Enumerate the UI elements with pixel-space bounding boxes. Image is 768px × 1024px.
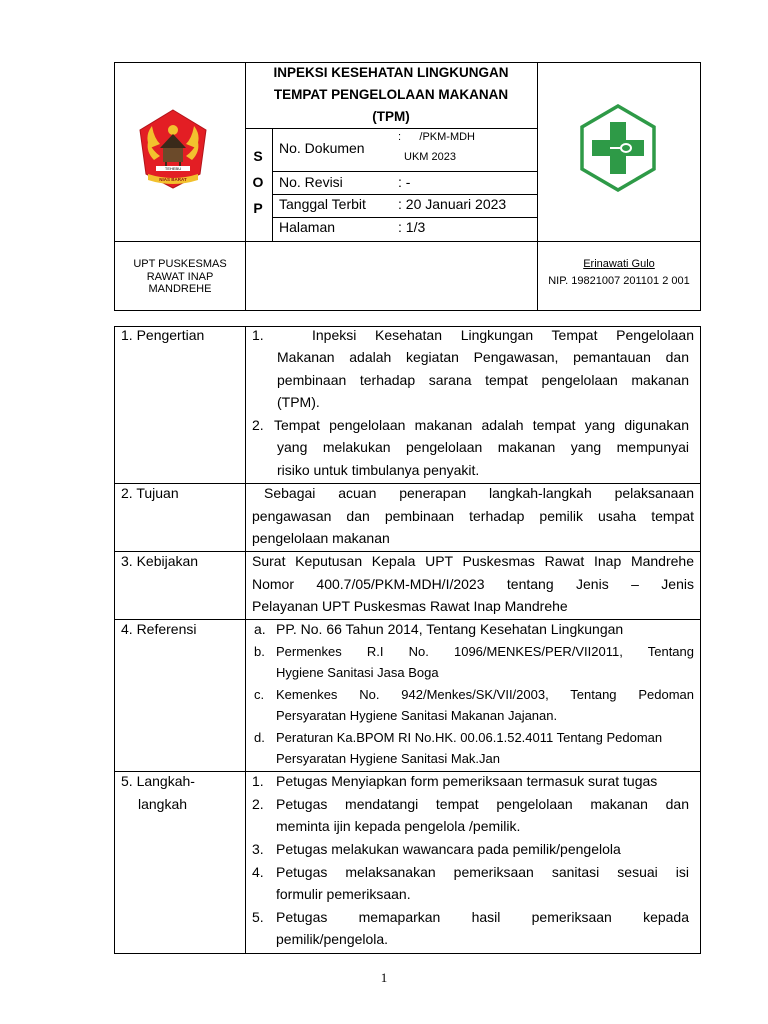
- pengertian-item2-number: 2.: [252, 417, 264, 433]
- label-referensi: 4. Referensi: [121, 621, 197, 637]
- title-line-2: TEMPAT PENGELOLAAN MAKANAN: [273, 87, 509, 102]
- langkah-4-number: 4.: [252, 864, 264, 880]
- referensi-a-text: PP. No. 66 Tahun 2014, Tentang Kesehatan Lingkungan: [276, 621, 624, 637]
- referensi-d-text: Peraturan Ka.BPOM RI No.HK. 00.06.1.52.4011 Tentang Pedoman: [276, 730, 663, 745]
- referensi-b-letter: b.: [254, 644, 265, 659]
- pengertian-item2-line3: risiko untuk timbulanya penyakit.: [277, 462, 480, 478]
- issue-date-value: : 20 Januari 2023: [398, 196, 507, 212]
- pengertian-item2-line2: yang melakukan pengelolaan makanan yang mempunyai: [277, 439, 689, 455]
- doc-number-label: No. Dokumen: [279, 140, 365, 156]
- referensi-a-letter: a.: [254, 621, 266, 637]
- langkah-3-number: 3.: [252, 841, 264, 857]
- referensi-c-text: Kemenkes No. 942/Menkes/SK/VII/2003, Tentang Pedoman: [276, 687, 694, 702]
- langkah-5-number: 5.: [252, 909, 264, 925]
- langkah-4-text-2: formulir pemeriksaan.: [276, 886, 411, 902]
- title-line-3: (TPM): [372, 109, 410, 124]
- title-line-1: INPEKSI KESEHATAN LINGKUNGAN: [273, 65, 509, 80]
- referensi-b-text-2: Hygiene Sanitasi Jasa Boga: [276, 665, 439, 680]
- health-cross-icon: [574, 104, 662, 192]
- page-label: Halaman: [279, 219, 336, 235]
- langkah-2-text: Petugas mendatangi tempat pengelolaan makanan dan: [276, 796, 689, 812]
- revision-value: : -: [398, 174, 411, 190]
- left-logo-text-2: NIAS BARAT: [159, 177, 187, 182]
- regency-emblem-icon: [134, 108, 212, 190]
- pengertian-item1-number: 1.: [252, 327, 264, 343]
- document-title: [246, 62, 536, 128]
- revision-label: No. Revisi: [279, 174, 343, 190]
- regency-logo: [134, 108, 212, 190]
- langkah-2-number: 2.: [252, 796, 264, 812]
- referensi-d-text-2: Persyaratan Hygiene Sanitasi Mak.Jan: [276, 751, 501, 766]
- page-number: 1: [380, 970, 388, 985]
- issue-date-label: Tanggal Terbit: [279, 196, 366, 212]
- tujuan-line-2: pengawasan dan pembinaan terhadap pemilik usaha tempat: [252, 508, 694, 524]
- pengertian-item1-line2: Makanan adalah kegiatan Pengawasan, pemantauan dan: [277, 349, 689, 365]
- unit-line-3: MANDREHE: [148, 283, 212, 295]
- label-kebijakan: 3. Kebijakan: [121, 553, 199, 569]
- referensi-c-letter: c.: [254, 687, 265, 702]
- tujuan-line-3: pengelolaan makanan: [252, 530, 390, 546]
- signatory-nip: NIP. 19821007 201101 2 001: [548, 275, 690, 287]
- referensi-d-letter: d.: [254, 730, 265, 745]
- referensi-c-text-2: Persyaratan Hygiene Sanitasi Makanan Jajanan.: [276, 708, 558, 723]
- pengertian-item2-first: Tempat pengelolaan makanan adalah tempat yang digunakan: [274, 417, 689, 433]
- doc-number-year: UKM 2023: [404, 151, 456, 163]
- langkah-3-text: Petugas melakukan wawancara pada pemilik/pengelola: [276, 841, 621, 857]
- langkah-1-text: Petugas Menyiapkan form pemeriksaan termasuk surat tugas: [276, 773, 658, 789]
- label-pengertian: 1. Pengertian: [121, 327, 205, 343]
- pengertian-item1-line4: (TPM).: [277, 394, 320, 410]
- kebijakan-line-2: Nomor 400.7/05/PKM-MDH/I/2023 tentang Jenis – Jenis: [252, 576, 694, 592]
- tujuan-line-1: Sebagai acuan penerapan langkah-langkah pelaksanaan: [264, 485, 694, 501]
- label-langkah: 5. Langkah-: [121, 773, 195, 789]
- signatory-name: Erinawati Gulo: [583, 258, 655, 270]
- left-logo-text-1: TEHEBU: [164, 166, 182, 171]
- unit-line-2: RAWAT INAP: [146, 270, 214, 283]
- sop-letter-o: O: [252, 174, 264, 190]
- langkah-1-number: 1.: [252, 773, 264, 789]
- puskesmas-logo: [574, 104, 662, 192]
- pengertian-item1-first: Inpeksi Kesehatan Lingkungan Tempat Pengelolaan: [312, 327, 694, 343]
- page-value: : 1/3: [398, 219, 426, 235]
- label-tujuan: 2. Tujuan: [121, 485, 179, 501]
- referensi-b-text: Permenkes R.I No. 1096/MENKES/PER/VII2011, Tentang: [276, 644, 694, 659]
- langkah-4-text: Petugas melaksanakan pemeriksaan sanitasi sesuai isi: [276, 864, 689, 880]
- sop-letter-s: S: [253, 148, 263, 164]
- doc-number-value: : /PKM-MDH: [398, 131, 475, 143]
- langkah-2-text-2: meminta ijin kepada pengelola /pemilik.: [276, 818, 521, 834]
- kebijakan-line-3: Pelayanan UPT Puskesmas Rawat Inap Mandrehe: [252, 598, 568, 614]
- label-langkah-2: langkah: [138, 796, 188, 812]
- unit-name: [116, 258, 244, 296]
- unit-line-1: UPT PUSKESMAS: [133, 258, 227, 270]
- langkah-5-text-2: pemilik/pengelola.: [276, 931, 389, 947]
- sop-letter-p: P: [253, 200, 263, 216]
- pengertian-item1-line3: pembinaan terhadap sarana tempat pengelolaan makanan: [277, 372, 689, 388]
- kebijakan-line-1: Surat Keputusan Kepala UPT Puskesmas Rawat Inap Mandrehe: [252, 553, 694, 569]
- langkah-5-text: Petugas memaparkan hasil pemeriksaan kepada: [276, 909, 689, 925]
